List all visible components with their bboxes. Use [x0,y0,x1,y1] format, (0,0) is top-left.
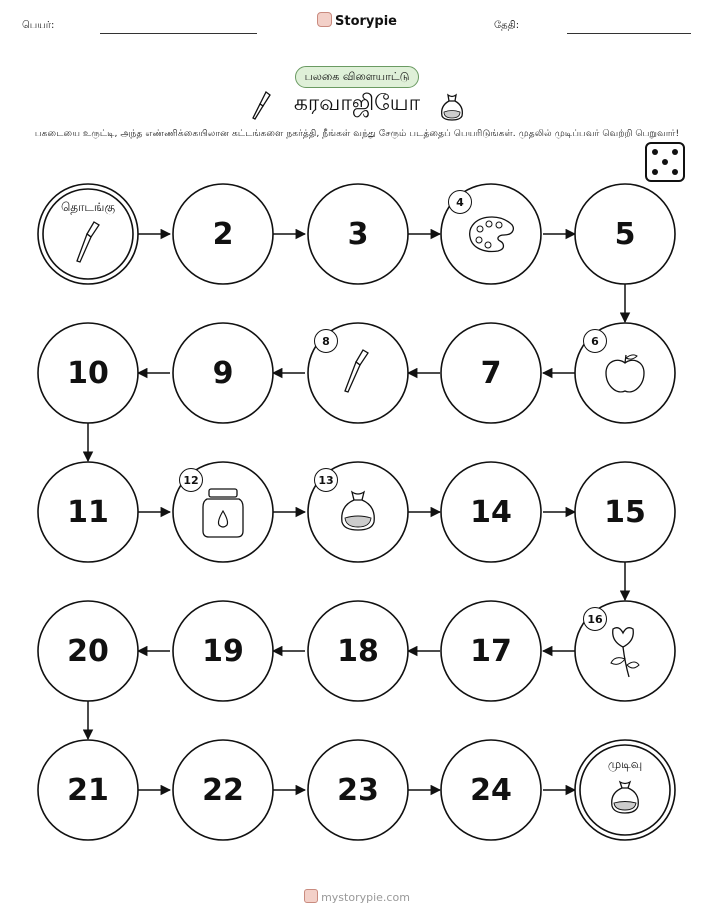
board-square-7: 7 [480,355,502,391]
square-number-badge-12: 12 [179,468,203,492]
instructions: பகடையை உருட்டி, அந்த எண்ணிக்கையிலான கட்டங்களை நகர்த்தி, நீங்கள் வந்து சேரும் படத்தைப் பெயரிடுங்கள். முதலில் முடிப்பவர் வெற்றி பெறுவார்! [34,128,680,139]
category-pill: பலகை விளையாட்டு [295,66,419,88]
board-square-21: 21 [67,772,109,808]
footer [0,889,714,904]
board-square-2: 2 [212,216,234,252]
square-number-badge-4: 4 [448,190,472,214]
square-number-badge-6: 6 [583,329,607,353]
square-number-badge-8: 8 [314,329,338,353]
board-square-24: 24 [470,772,512,808]
footer-url[interactable]: mystorypie.com [321,891,410,904]
end-label: முடிவு [607,757,643,771]
board-square-23: 23 [337,772,379,808]
board-square-20: 20 [67,633,109,669]
start-label: தொடங்கு [60,200,116,214]
board-square-5: 5 [614,216,636,252]
board-square-10: 10 [67,355,109,391]
board-square-19: 19 [202,633,244,669]
board-square-18: 18 [337,633,379,669]
board-square-9: 9 [212,355,234,391]
board-square-3: 3 [347,216,369,252]
board-square-17: 17 [470,633,512,669]
date-label: தேதி: [494,20,520,31]
square-number-badge-16: 16 [583,607,607,631]
name-label: பெயர்: [22,20,55,31]
square-number-badge-13: 13 [314,468,338,492]
board-square-14: 14 [470,494,512,530]
board-square-22: 22 [202,772,244,808]
page-title: கரவாஜியோ [293,91,421,116]
board-square-15: 15 [604,494,646,530]
storypie-logo-icon [304,889,318,903]
board-square-11: 11 [67,494,109,530]
jar-icon [203,489,243,537]
brand-name: Storypie [335,14,397,29]
